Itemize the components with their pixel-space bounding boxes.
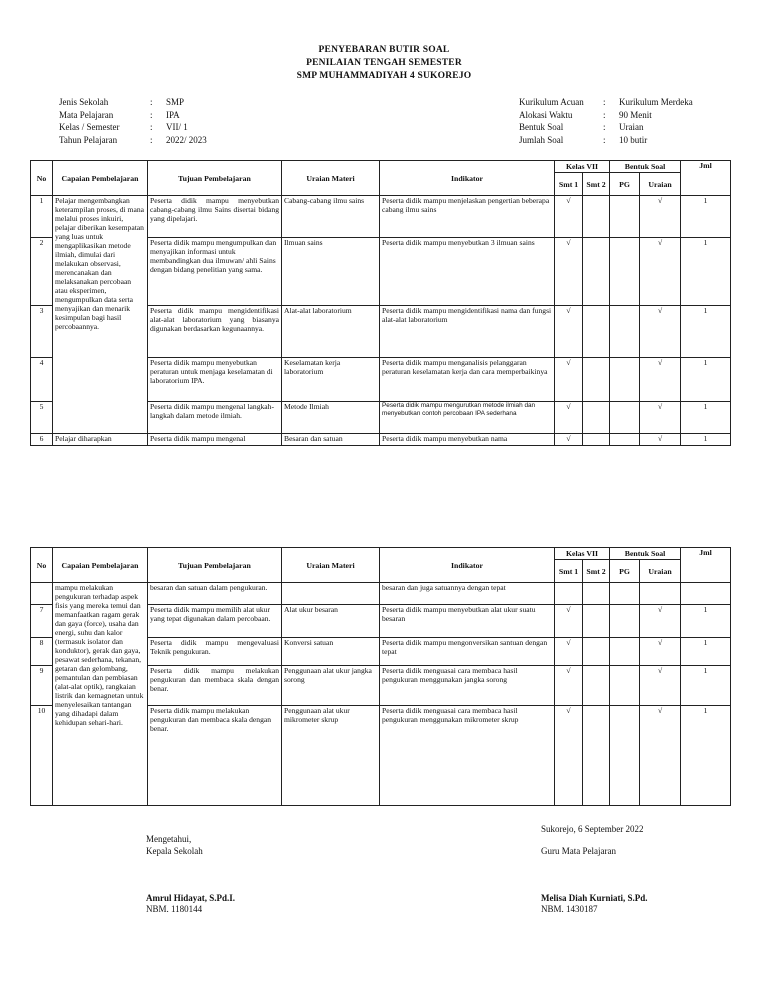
- check-mark: √: [555, 358, 583, 402]
- acknowledged-label: Mengetahui,: [146, 834, 192, 844]
- info-sep: :: [603, 109, 606, 120]
- check-mark: √: [640, 306, 681, 358]
- col-jml: Jml: [681, 548, 731, 583]
- info-value: Uraian: [619, 122, 644, 132]
- info-label: Alokasi Waktu: [519, 109, 573, 120]
- col-smt2: Smt 2: [583, 560, 610, 583]
- row-no: 1: [31, 196, 53, 238]
- jml-cell: 1: [681, 196, 731, 238]
- jml-cell: 1: [681, 638, 731, 666]
- jml-cell: 1: [681, 666, 731, 706]
- row-no: 4: [31, 358, 53, 402]
- col-pg: PG: [610, 560, 640, 583]
- tujuan-cell: Peserta didik mampu mengenal langkah-langkah dalam metode ilmiah.: [148, 402, 282, 434]
- check-mark: √: [640, 402, 681, 434]
- col-indikator: Indikator: [380, 548, 555, 583]
- col-smt2: Smt 2: [583, 173, 610, 196]
- check-mark: √: [640, 358, 681, 402]
- info-label: Bentuk Soal: [519, 122, 564, 132]
- col-materi: Uraian Materi: [282, 548, 380, 583]
- indikator-cell: Peserta didik mampu menyebutkan alat ukur suatu besaran: [380, 605, 555, 638]
- row-no: 7: [31, 605, 53, 638]
- tujuan-cell: Peserta didik mampu melakukan pengukuran dan membaca skala dengan benar.: [148, 666, 282, 706]
- table-row: [31, 196, 731, 238]
- info-label: Mata Pelajaran: [59, 109, 114, 120]
- tujuan-cell: Peserta didik mampu mengenal: [148, 434, 282, 446]
- indikator-cell: Peserta didik mampu menyebutkan nama: [380, 434, 555, 446]
- check-mark: √: [640, 706, 681, 806]
- row-no: 9: [31, 666, 53, 706]
- tujuan-cell: Peserta didik mampu menyebutkan cabang-cabang ilmu Sains disertai bidang yang dipelajari.: [148, 196, 282, 238]
- doc-title-line1: PENYEBARAN BUTIR SOAL: [318, 45, 450, 55]
- row-no: 10: [31, 706, 53, 806]
- capaian-cell: Pelajar diharapkan: [53, 434, 148, 446]
- info-sep: :: [150, 97, 153, 107]
- indikator-cell: Peserta didik mampu mengurutkan metode ilmiah dan menyebutkan contoh percobaan IPA sederhana: [380, 402, 555, 434]
- info-label: Jenis Sekolah: [59, 97, 109, 107]
- row-no: 5: [31, 402, 53, 434]
- col-smt1: Smt 1: [555, 173, 583, 196]
- info-left: [59, 97, 207, 147]
- principal-nbm: NBM. 1180144: [146, 904, 203, 914]
- check-mark: √: [555, 434, 583, 446]
- tujuan-cell: Peserta didik mampu mengidentifikasi alat-alat laboratorium yang biasanya digunakan berdasarkan kegunaannya.: [148, 306, 282, 358]
- info-sep: :: [150, 122, 153, 132]
- check-mark: √: [555, 605, 583, 638]
- indikator-cell: Peserta didik mampu menganalisis pelanggaran peraturan keselamatan kerja dan cara memperbaikinya: [380, 358, 555, 402]
- distribution-table-2: [30, 547, 731, 806]
- info-label: Kurikulum Acuan: [519, 97, 584, 107]
- info-label: Kelas / Semester: [59, 122, 120, 132]
- principal-title: Kepala Sekolah: [146, 846, 203, 856]
- doc-title-line2: PENILAIAN TENGAH SEMESTER: [306, 58, 462, 68]
- check-mark: √: [640, 605, 681, 638]
- info-sep: :: [150, 134, 153, 145]
- jml-cell: 1: [681, 434, 731, 446]
- materi-cell: Penggunaan alat ukur jangka sorong: [282, 666, 380, 706]
- teacher-name-text: Melisa Diah Kurniati, S.Pd.: [541, 893, 648, 903]
- info-sep: :: [603, 97, 606, 107]
- col-bentuk: Bentuk Soal: [610, 161, 681, 173]
- jml-cell: 1: [681, 706, 731, 806]
- check-mark: √: [640, 196, 681, 238]
- table-row: [31, 583, 731, 605]
- col-no: No: [31, 548, 53, 583]
- indikator-cell: Peserta didik mampu menjelaskan pengertian beberapa cabang ilmu sains: [380, 196, 555, 238]
- jml-cell: 1: [681, 306, 731, 358]
- tujuan-cell: Peserta didik mampu melakukan pengukuran dan membaca skala dengan benar.: [148, 706, 282, 806]
- distribution-table-1: [30, 160, 731, 446]
- check-mark: √: [640, 666, 681, 706]
- check-mark: √: [640, 238, 681, 306]
- check-mark: √: [555, 238, 583, 306]
- materi-cell: Penggunaan alat ukur mikrometer skrup: [282, 706, 380, 806]
- jml-cell: 1: [681, 402, 731, 434]
- jml-cell: 1: [681, 605, 731, 638]
- materi-cell: Besaran dan satuan: [282, 434, 380, 446]
- tujuan-cell: besaran dan satuan dalam pengukuran.: [148, 583, 282, 605]
- info-value: IPA: [166, 109, 180, 120]
- col-tujuan: Tujuan Pembelajaran: [148, 548, 282, 583]
- indikator-cell: Peserta didik menguasai cara membaca hasil pengukuran menggunakan jangka sorong: [380, 666, 555, 706]
- col-uraian: Uraian: [640, 173, 681, 196]
- info-right: [519, 97, 693, 147]
- indikator-cell: Peserta didik mampu mengidentifikasi nama dan fungsi alat-alat laboratorium: [380, 306, 555, 358]
- col-smt1: Smt 1: [555, 560, 583, 583]
- place-date: Sukorejo, 6 September 2022: [541, 824, 644, 834]
- check-mark: √: [555, 306, 583, 358]
- table-row: [31, 434, 731, 446]
- indikator-cell: Peserta didik mampu menyebutkan 3 ilmuan sains: [380, 238, 555, 306]
- info-value: 10 butir: [619, 134, 648, 145]
- indikator-cell: Peserta didik mampu mengonversikan santuan dengan tepat: [380, 638, 555, 666]
- capaian-cell: Pelajar mengembangkan keterampilan proses, di mana melalui proses inkuiri, pelajar diberikan kesempatan yang luas untuk mengaplikasikan metode ilmiah, dimulai dari melakukan observasi, merencanakan dan melaksanakan percobaan atau eksperimen, mengumpulkan data serta menyajikan dan menarik kesimpulan bagi hasil percobaannya.: [53, 196, 148, 434]
- materi-cell: Keselamatan kerja laboratorium: [282, 358, 380, 402]
- col-uraian: Uraian: [640, 560, 681, 583]
- doc-title-line3: SMP MUHAMMADIYAH 4 SUKOREJO: [296, 71, 472, 81]
- indikator-cell: besaran dan juga satuannya dengan tepat: [380, 583, 555, 605]
- info-sep: :: [603, 134, 606, 145]
- row-no: 2: [31, 238, 53, 306]
- principal-name: [146, 893, 235, 903]
- col-jml: Jml: [681, 161, 731, 196]
- tujuan-cell: Peserta didik mampu menyebutkan peraturan untuk menjaga keselamatan di laboratorium IPA.: [148, 358, 282, 402]
- row-no: 8: [31, 638, 53, 666]
- row-no: 3: [31, 306, 53, 358]
- materi-cell: Ilmuan sains: [282, 238, 380, 306]
- materi-cell: Metode Ilmiah: [282, 402, 380, 434]
- principal-name-text: Amrul Hidayat, S.Pd.I.: [146, 893, 236, 903]
- info-value: 90 Menit: [619, 109, 652, 120]
- col-materi: Uraian Materi: [282, 161, 380, 196]
- info-label: Jumlah Soal: [519, 134, 564, 145]
- check-mark: √: [555, 706, 583, 806]
- tujuan-cell: Peserta didik mampu mengumpulkan dan menyajikan informasi untuk membandingkan dua ilmuwan/ ahli Sains dengan bidang penelitian yang sama.: [148, 238, 282, 306]
- materi-cell: Cabang-cabang ilmu sains: [282, 196, 380, 238]
- check-mark: √: [640, 638, 681, 666]
- check-mark: √: [555, 666, 583, 706]
- materi-cell: Alat ukur besaran: [282, 605, 380, 638]
- check-mark: √: [640, 434, 681, 446]
- teacher-title: Guru Mata Pelajaran: [541, 846, 616, 856]
- col-no: No: [31, 161, 53, 196]
- col-indikator: Indikator: [380, 161, 555, 196]
- jml-cell: 1: [681, 358, 731, 402]
- col-tujuan: Tujuan Pembelajaran: [148, 161, 282, 196]
- col-kelas: Kelas VII: [555, 548, 610, 560]
- materi-cell: Alat-alat laboratorium: [282, 306, 380, 358]
- indikator-cell: Peserta didik menguasai cara membaca hasil pengukuran menggunakan mikrometer skrup: [380, 706, 555, 806]
- check-mark: √: [555, 196, 583, 238]
- check-mark: √: [555, 402, 583, 434]
- jml-cell: 1: [681, 238, 731, 306]
- tujuan-cell: Peserta didik mampu memilih alat ukur yang tepat digunakan dalam percobaan.: [148, 605, 282, 638]
- info-value: Kurikulum Merdeka: [619, 97, 693, 107]
- info-value: SMP: [166, 97, 185, 107]
- teacher-name: [541, 893, 648, 903]
- teacher-nbm: NBM. 1430187: [541, 904, 598, 914]
- col-kelas: Kelas VII: [555, 161, 610, 173]
- col-capaian: Capaian Pembelajaran: [53, 548, 148, 583]
- col-pg: PG: [610, 173, 640, 196]
- check-mark: √: [555, 638, 583, 666]
- info-label: Tahun Pelajaran: [59, 134, 118, 145]
- info-sep: :: [603, 122, 606, 132]
- info-value: VII/ 1: [166, 122, 188, 132]
- info-sep: :: [150, 109, 153, 120]
- row-no: 6: [31, 434, 53, 446]
- capaian-cell: mampu melakukan pengukuran terhadap aspek fisis yang mereka temui dan memanfaatkan ragam gerak dan gaya (force), usaha dan energi, suhu dan kalor (termasuk isolator dan konduktor), gerak dan gaya, pesawat sederhana, tekanan, getaran dan gelombang, pemantulan dan pembiasan (alat-alat optik), rangkaian listrik dan kemagnetan untuk menyelesaikan tantangan yang dihadapi dalam kehidupan sehari-hari.: [53, 583, 148, 806]
- tujuan-cell: Peserta didik mampu mengevaluasi Teknik pengukuran.: [148, 638, 282, 666]
- col-capaian: Capaian Pembelajaran: [53, 161, 148, 196]
- col-bentuk: Bentuk Soal: [610, 548, 681, 560]
- info-value: 2022/ 2023: [166, 134, 207, 145]
- materi-cell: Konversi satuan: [282, 638, 380, 666]
